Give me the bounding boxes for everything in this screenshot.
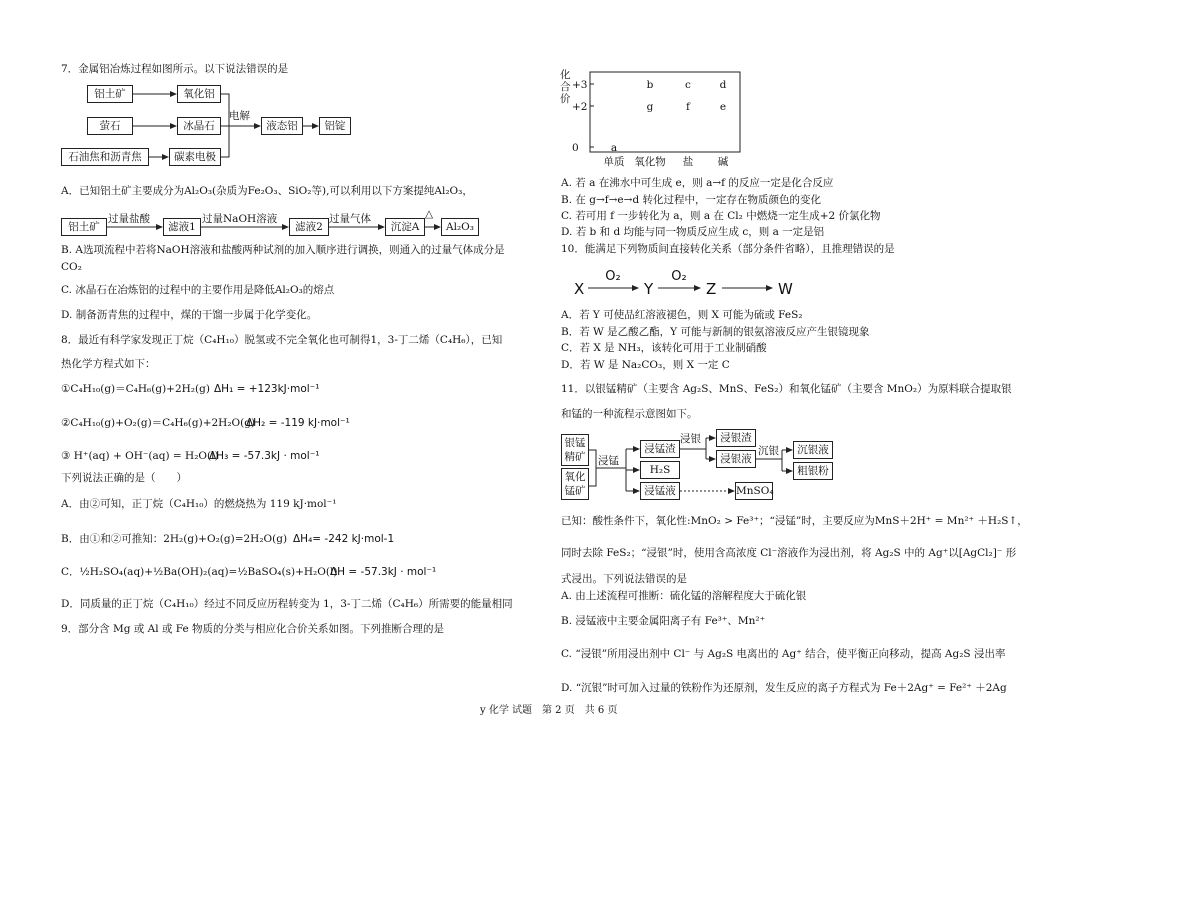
q11-option-c: C. “浸银”所用浸出剂中 Cl⁻ 与 Ag₂S 电离出的 Ag⁺ 结合，使平衡正向移动，提高 Ag₂S 浸出率 <box>561 648 1006 660</box>
q7-option-b-line2: CO₂ <box>61 261 82 273</box>
q9-xcat-label: 盐 <box>682 156 694 168</box>
q7a-heat: △ <box>425 208 434 220</box>
q9-option-d: D. 若 b 和 d 均能与同一物质反应生成 c，则 a 一定是铝 <box>561 226 825 238</box>
q9-point-b: b <box>646 79 654 91</box>
q7-box-cryolite: 冰晶石 <box>177 117 221 135</box>
q7a-box-filtrate1: 滤液1 <box>163 218 201 236</box>
q10-option-d: D．若 W 是 Na₂CO₃，则 X 一定 C <box>561 359 730 371</box>
q11-leach-ag-label: 浸银 <box>680 433 701 445</box>
q7-electrolysis-label: 电解 <box>229 110 250 122</box>
q10-stem: 10．能满足下列物质间直接转化关系（部分条件省略），且推理错误的是 <box>561 243 895 255</box>
q9-ylabel-char: 合 <box>560 81 571 93</box>
q10-species-y: Y <box>644 280 654 298</box>
q7a-box-filtrate2: 滤液2 <box>289 218 329 236</box>
q7a-box-start: 铝土矿 <box>61 218 107 236</box>
q11-option-a: A. 由上述流程可推断：硫化锰的溶解程度大于硫化银 <box>561 590 807 602</box>
q9-ytick-label: +2 <box>572 101 588 113</box>
q7-box-ingot: 铝锭 <box>319 117 351 135</box>
q7-option-d: D. 制备沥青焦的过程中，煤的干馏一步属于化学变化。 <box>61 309 318 321</box>
q8-option-b: B．由①和②可推知：2H₂(g)+O₂(g)=2H₂O(g) <box>61 533 288 545</box>
q9-point-g: g <box>646 101 654 113</box>
q9-chart-frame <box>590 72 740 152</box>
q11-box-mn-liquor: 浸锰液 <box>640 482 680 500</box>
q11-box-ag-liquor: 浸银液 <box>716 450 756 468</box>
q9-ytick-label: 0 <box>572 142 579 154</box>
q9-xcat-label: 氧化物 <box>634 156 666 168</box>
q10-option-b: B．若 W 是乙酸乙酯，Y 可能与新制的银氨溶液反应产生银镜现象 <box>561 326 870 338</box>
q11-ppt-ag-label: 沉银 <box>758 445 779 457</box>
q7-option-b-line1: B. A选项流程中若将NaOH溶液和盐酸两种试剂的加入顺序进行调换，则通入的过量气体成分是 <box>61 244 505 256</box>
q10-option-c: C．若 X 是 NH₃，该转化可用于工业制硝酸 <box>561 342 767 354</box>
q7a-box-precip: 沉淀A <box>385 218 425 236</box>
q7-box-electrode: 碳素电极 <box>169 148 221 166</box>
q11-box-residue: 浸锰渣 <box>640 440 680 458</box>
q9-ylabel-char: 化 <box>560 69 571 81</box>
q7-stem: 7．金属铝冶炼过程如图所示。以下说法错误的是 <box>61 63 289 75</box>
q10-species-x: X <box>574 280 585 298</box>
q10-option-a: A．若 Y 可使品红溶液褪色，则 X 可能为硫或 FeS₂ <box>561 309 803 321</box>
q11-option-d: D. “沉银”时可加入过量的铁粉作为还原剂，发生反应的离子方程式为 Fe＋2Ag⁺ = Fe²⁺ ＋2Ag <box>561 682 1007 694</box>
q11-known-line1: 已知：酸性条件下，氧化性:MnO₂ > Fe³⁺；“浸锰”时，主要反应为MnS＋2H⁺ = Mn²⁺ ＋H₂S↑， <box>561 515 1028 527</box>
q10-o2-label: O₂ <box>671 269 687 284</box>
q9-xcat-label: 单质 <box>603 156 625 168</box>
q8-option-c-dh: ΔH = -57.3kJ · mol⁻¹ <box>330 566 437 578</box>
q11-ore2-line1: 氧化 <box>564 471 586 483</box>
q8-option-d: D．同质量的正丁烷（C₄H₁₀）经过不同反应历程转变为 1，3-丁二烯（C₄H₆）所需要的能量相同 <box>61 598 513 610</box>
q8-eq2-dh: ΔH₂ = -119 kJ·mol⁻¹ <box>246 417 350 429</box>
q11-box-mnso4: MnSO₄ <box>735 482 773 500</box>
q9-stem: 9．部分含 Mg 或 Al 或 Fe 物质的分类与相应化合价关系如图。下列推断合理的是 <box>61 623 445 635</box>
q7-box-fluorite: 萤石 <box>87 117 133 135</box>
q11-box-crude-ag: 粗银粉 <box>793 462 833 480</box>
q11-ore1-line1: 银锰 <box>564 437 586 449</box>
q7a-reagent-2: 过量NaOH溶液 <box>202 213 278 225</box>
q8-eq1: ①C₄H₁₀(g)＝C₄H₆(g)+2H₂(g) <box>61 383 210 395</box>
q11-box-ag-residue: 浸银渣 <box>716 429 756 447</box>
q7a-reagent-3: 过量气体 <box>329 213 371 225</box>
q11-stem-line2: 和锰的一种流程示意图如下。 <box>561 408 698 420</box>
q9-option-c: C. 若可用 f 一步转化为 a，则 a 在 Cl₂ 中燃烧一定生成+2 价氯化物 <box>561 210 881 222</box>
q9-chart-yticks <box>572 79 594 154</box>
q7a-box-product: Al₂O₃ <box>441 218 479 236</box>
q7-box-bauxite: 铝土矿 <box>87 85 133 103</box>
q7-box-alumina: 氧化铝 <box>177 85 221 103</box>
q10-chain <box>566 266 826 306</box>
q10-o2-label: O₂ <box>605 269 621 284</box>
q11-option-b: B. 浸锰液中主要金属阳离子有 Fe³⁺、Mn²⁺ <box>561 615 766 627</box>
q7-box-liquid-al: 液态铝 <box>261 117 303 135</box>
q11-ore1-line2: 精矿 <box>564 451 586 463</box>
q9-valence-chart <box>558 62 758 172</box>
q9-chart-points <box>611 79 727 154</box>
q8-ask: 下列说法正确的是（ ） <box>61 472 187 484</box>
q8-option-b-dh: ΔH₄= -242 kJ·mol-1 <box>293 533 395 545</box>
q9-point-a: a <box>610 142 618 154</box>
q9-ytick-label: +3 <box>572 79 588 91</box>
q9-point-e: e <box>719 101 727 113</box>
q9-chart-xcats <box>604 155 729 168</box>
q11-box-ore1 <box>561 434 589 466</box>
q9-ylabel-char: 价 <box>560 93 571 105</box>
page-footer: y 化学 试题 第 2 页 共 6 页 <box>480 705 618 716</box>
q11-stem-line1: 11．以银锰精矿（主要含 Ag₂S、MnS、FeS₂）和氧化锰矿（主要含 MnO₂）为原料联合提取银 <box>561 383 1012 395</box>
q8-stem-line2: 热化学方程式如下： <box>61 358 156 370</box>
q9-point-c: c <box>685 79 691 91</box>
q8-option-c: C．½H₂SO₄(aq)+½Ba(OH)₂(aq)=½BaSO₄(s)+H₂O(l) <box>61 566 338 578</box>
q8-option-a: A．由②可知，正丁烷（C₄H₁₀）的燃烧热为 119 kJ·mol⁻¹ <box>61 498 337 510</box>
q8-eq3: ③ H⁺(aq) + OH⁻(aq) = H₂O(l) <box>61 450 219 462</box>
q9-option-b: B. 在 g→f→e→d 转化过程中，一定存在物质颜色的变化 <box>561 194 822 206</box>
q7-box-coke: 石油焦和沥青焦 <box>61 148 149 166</box>
q11-ore2-line2: 锰矿 <box>564 485 586 497</box>
q7-option-c: C. 冰晶石在冶炼铝的过程中的主要作用是降低Al₂O₃的熔点 <box>61 284 335 296</box>
q9-xcat-label: 碱 <box>717 156 729 168</box>
q11-box-h2s: H₂S <box>640 461 680 479</box>
q11-leach-mn-label: 浸锰 <box>598 455 619 467</box>
q10-species-z: Z <box>706 280 717 298</box>
q11-known-line2: 同时去除 FeS₂；“浸银”时，使用含高浓度 Cl⁻溶液作为浸出剂，将 Ag₂S 中的 Ag⁺以[AgCl₂]⁻ 形 <box>561 547 1017 559</box>
q7-option-a: A．已知铝土矿主要成分为Al₂O₃(杂质为Fe₂O₃、SiO₂等),可以利用以下方案提纯Al₂O₃， <box>61 185 473 197</box>
q11-known-line3: 式浸出。下列说法错误的是 <box>561 573 687 585</box>
q11-box-ore2 <box>561 468 589 500</box>
q9-option-a: A. 若 a 在沸水中可生成 e，则 a→f 的反应一定是化合反应 <box>561 177 834 189</box>
q8-stem-line1: 8．最近有科学家发现正丁烷（C₄H₁₀）脱氢或不完全氧化也可制得1，3-丁二烯（C₄H₆），已知 <box>61 334 503 346</box>
q8-eq2: ②C₄H₁₀(g)+O₂(g)＝C₄H₆(g)+2H₂O(g) <box>61 417 256 429</box>
q9-point-f: f <box>686 101 690 113</box>
q9-chart-ylabel <box>560 68 571 105</box>
q9-point-d: d <box>719 79 727 91</box>
q8-eq1-dh: ΔH₁ = +123kJ·mol⁻¹ <box>214 383 320 395</box>
q8-eq3-dh: ΔH₃ = -57.3kJ · mol⁻¹ <box>209 450 320 462</box>
q10-species-w: W <box>778 280 793 298</box>
q11-box-ppt-liquor: 沉银液 <box>793 441 833 459</box>
q7a-reagent-1: 过量盐酸 <box>108 213 150 225</box>
